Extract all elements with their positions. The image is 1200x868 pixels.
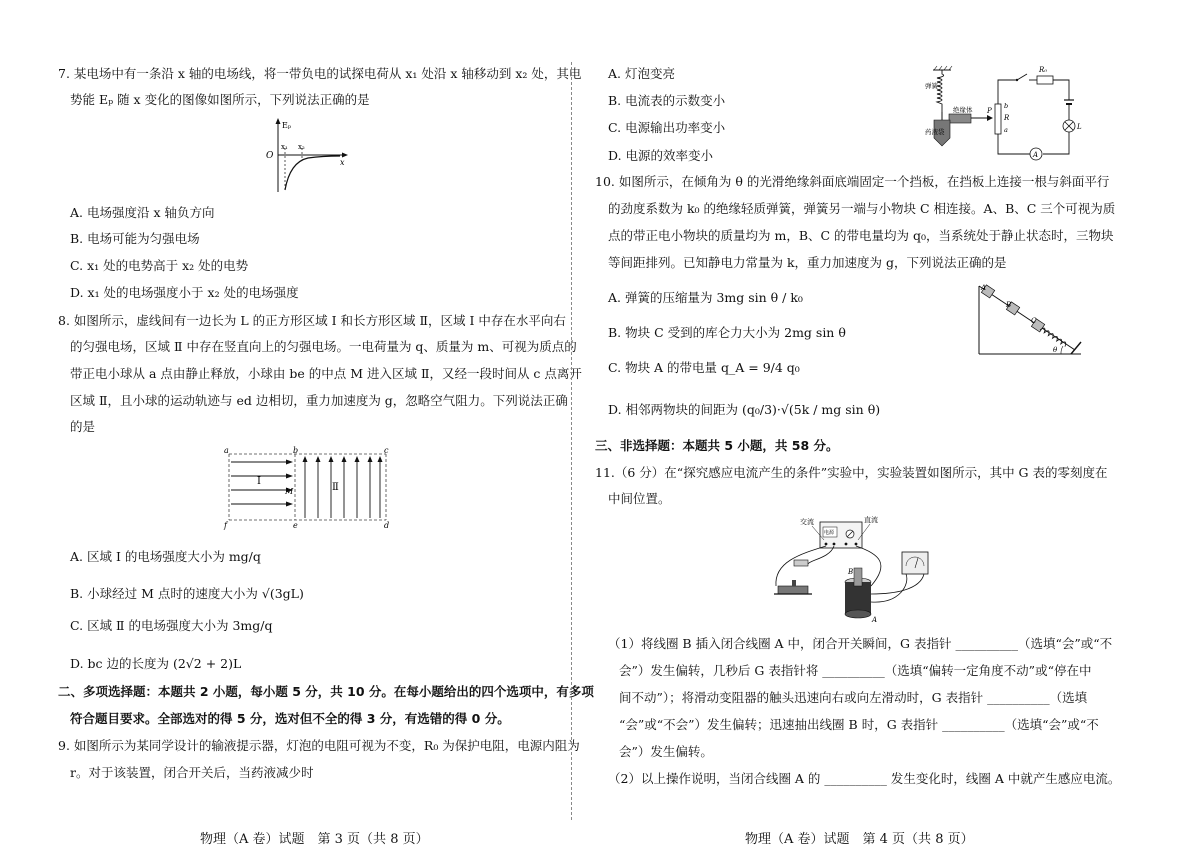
q7-option-b: B. 电场可能为匀强电场: [70, 231, 200, 246]
q8-region-1-label: Ⅰ: [257, 476, 261, 487]
section-2-heading-line-2: 符合题目要求。全部选对的得 5 分，选对但不全的得 3 分，有选错的得 0 分。: [70, 711, 510, 726]
q10-line-3: 点的带正电小物块的质量均为 m，B、C 的带电量均为 q₀，当系统处于静止状态时，三物块: [608, 228, 1114, 243]
q9-option-a: A. 灯泡变亮: [608, 66, 675, 81]
q10-label-a: A: [981, 284, 987, 292]
q9-option-b: B. 电流表的示数变小: [608, 93, 726, 108]
q8-line-3: 带正电小球从 a 点由静止释放，小球由 be 的中点 M 进入区域 Ⅱ，又经一段时间从 c 点离开: [70, 366, 582, 381]
q7-axis-x-label: x: [340, 158, 345, 167]
q8-option-b: B. 小球经过 M 点时的速度大小为 √(3gL): [70, 586, 304, 601]
left-page: [0, 0, 594, 868]
q11-line-1: 11.（6 分）在“探究感应电流产生的条件”实验中，实验装置如图所示，其中 G 表的零刻度在: [595, 465, 1108, 480]
q11-part1-line-3: 间不动”）；将滑动变阻器的触头迅速向右或向左滑动时，G 表指针 __________（选填: [619, 690, 1088, 705]
section-2-heading-line-1: 二、多项选择题：本题共 2 小题，每小题 5 分，共 10 分。在每小题给出的四个选项中，有多项: [58, 684, 594, 699]
right-page-footer: 物理（A 卷）试题 第 4 页（共 8 页）: [745, 832, 974, 847]
q9-spring-label: 弹簧: [925, 82, 938, 90]
q8-line-5: 的是: [70, 419, 96, 434]
q11-part2: （2）以上操作说明，当闭合线圈 A 的 __________ 发生变化时，线圈 A 中就产生感应电流。: [608, 771, 1121, 786]
q11-power-label: 电源: [824, 530, 835, 536]
q10-incline-diagram: [977, 280, 1087, 358]
q9-option-d: D. 电源的效率变小: [608, 148, 714, 163]
q11-dc-label: 直流: [864, 516, 878, 524]
q8-label-b: b: [293, 446, 299, 455]
left-page-footer: 物理（A 卷）试题 第 3 页（共 8 页）: [200, 832, 429, 847]
q9-label-r: R: [1004, 114, 1010, 122]
q11-part1-line-2: 会”）发生偏转，几秒后 G 表指针将 __________（选填“偏转一定角度不动”或“停在中: [619, 663, 1092, 678]
q8-label-e: e: [293, 521, 298, 530]
q11-part1-line-4: “会”或“不会”）发生偏转；迅速抽出线圈 B 时，G 表指针 __________（选填“会”或“不: [619, 717, 1099, 732]
q8-label-d: d: [384, 521, 390, 530]
q8-label-a: a: [224, 446, 229, 455]
section-3-heading: 三、非选择题：本题共 5 小题，共 58 分。: [595, 438, 839, 453]
q8-option-a: A. 区域 Ⅰ 的电场强度大小为 mg/q: [70, 549, 261, 564]
q8-option-c: C. 区域 Ⅱ 的电场强度大小为 3mg/q: [70, 618, 273, 633]
q10-label-theta: θ: [1053, 346, 1058, 354]
q7-option-c: C. x₁ 处的电势高于 x₂ 处的电势: [70, 258, 249, 273]
q10-line-2: 的劲度系数为 k₀ 的绝缘轻质弹簧，弹簧另一端与小物块 C 相连接。A、B、C 三个可视为质: [608, 201, 1116, 216]
q9-label-lamp: L: [1077, 123, 1082, 131]
q7-ep-graph: [260, 118, 350, 194]
q11-coil-b-label: B: [848, 568, 854, 576]
q9-label-b: b: [1004, 102, 1009, 110]
q10-option-c: C. 物块 A 的带电量 q_A = 9/4 q₀: [608, 360, 800, 375]
q9-label-r0: R₀: [1039, 66, 1048, 74]
q11-apparatus: [770, 514, 940, 622]
q8-label-f: f: [224, 521, 227, 530]
q7-option-d: D. x₁ 处的电场强度小于 x₂ 处的电场强度: [70, 285, 299, 300]
q11-coil-a-label: A: [872, 616, 878, 624]
q9-label-p: P: [987, 107, 992, 115]
q11-part1-line-1: （1）将线圈 B 插入闭合线圈 A 中，闭合开关瞬间，G 表指针 __________（选填“会”或“不: [608, 636, 1113, 651]
page-divider: [571, 62, 572, 820]
q8-label-m: M: [285, 487, 294, 496]
q7-axis-y-label: Eₚ: [282, 121, 292, 130]
q10-option-a: A. 弹簧的压缩量为 3mg sin θ / k₀: [608, 290, 803, 305]
q9-bag-label: 药液袋: [925, 128, 945, 136]
q10-label-c: C: [1031, 317, 1037, 325]
q11-part1-line-5: 会”）发生偏转。: [619, 744, 713, 759]
q9-infusion-circuit: [925, 62, 1085, 166]
q8-option-d: D. bc 边的长度为 (2√2 + 2)L: [70, 656, 242, 671]
q7-x2-label: x₂: [298, 143, 305, 151]
q9-label-a: a: [1004, 126, 1008, 134]
q7-line-2: 势能 Eₚ 随 x 变化的图像如图所示，下列说法正确的是: [70, 92, 370, 107]
q7-option-a: A. 电场强度沿 x 轴负方向: [70, 205, 215, 220]
q9-option-c: C. 电源输出功率变小: [608, 120, 726, 135]
q7-x1-label: x₁: [281, 143, 288, 151]
q9-label-ammeter: A: [1033, 151, 1039, 159]
q8-label-c: c: [384, 446, 389, 455]
q10-line-4: 等间距排列。已知静电力常量为 k，重力加速度为 g，下列说法正确的是: [608, 255, 1007, 270]
q10-option-d: D. 相邻两物块的间距为 (q₀/3)·√(5k / mg sin θ): [608, 402, 881, 417]
q7-origin-label: O: [266, 151, 274, 161]
q8-line-4: 区域 Ⅱ，且小球的运动轨迹与 ed 边相切，重力加速度为 g，忽略空气阻力。下列说法正确: [70, 393, 568, 408]
right-page: [595, 0, 1200, 868]
q10-line-1: 10. 如图所示，在倾角为 θ 的光滑绝缘斜面底端固定一个挡板，在挡板上连接一根与斜面平行: [595, 174, 1110, 189]
q9-insulator-label: 绝缘体: [953, 106, 973, 114]
q8-line-2: 的匀强电场，区域 Ⅱ 中存在竖直向上的匀强电场。一电荷量为 q、质量为 m、可视为质点的: [70, 339, 577, 354]
q10-label-b: B: [1006, 301, 1012, 309]
q7-line-1: 7. 某电场中有一条沿 x 轴的电场线，将一带负电的试探电荷从 x₁ 处沿 x 轴移动到 x₂ 处，其电: [58, 66, 582, 81]
q8-region-2-label: Ⅱ: [332, 482, 339, 493]
q11-line-2: 中间位置。: [608, 491, 671, 506]
q9-line-2: r。对于该装置，闭合开关后，当药液减少时: [70, 765, 314, 780]
q8-field-diagram: [222, 446, 396, 530]
q8-line-1: 8. 如图所示，虚线间有一边长为 L 的正方形区域 Ⅰ 和长方形区域 Ⅱ，区域 Ⅰ 中存在水平向右: [58, 313, 566, 328]
q11-ac-label: 交流: [800, 518, 814, 526]
q10-option-b: B. 物块 C 受到的库仑力大小为 2mg sin θ: [608, 325, 846, 340]
q9-line-1: 9. 如图所示为某同学设计的输液提示器，灯泡的电阻可视为不变，R₀ 为保护电阻，电源内阻为: [58, 738, 580, 753]
